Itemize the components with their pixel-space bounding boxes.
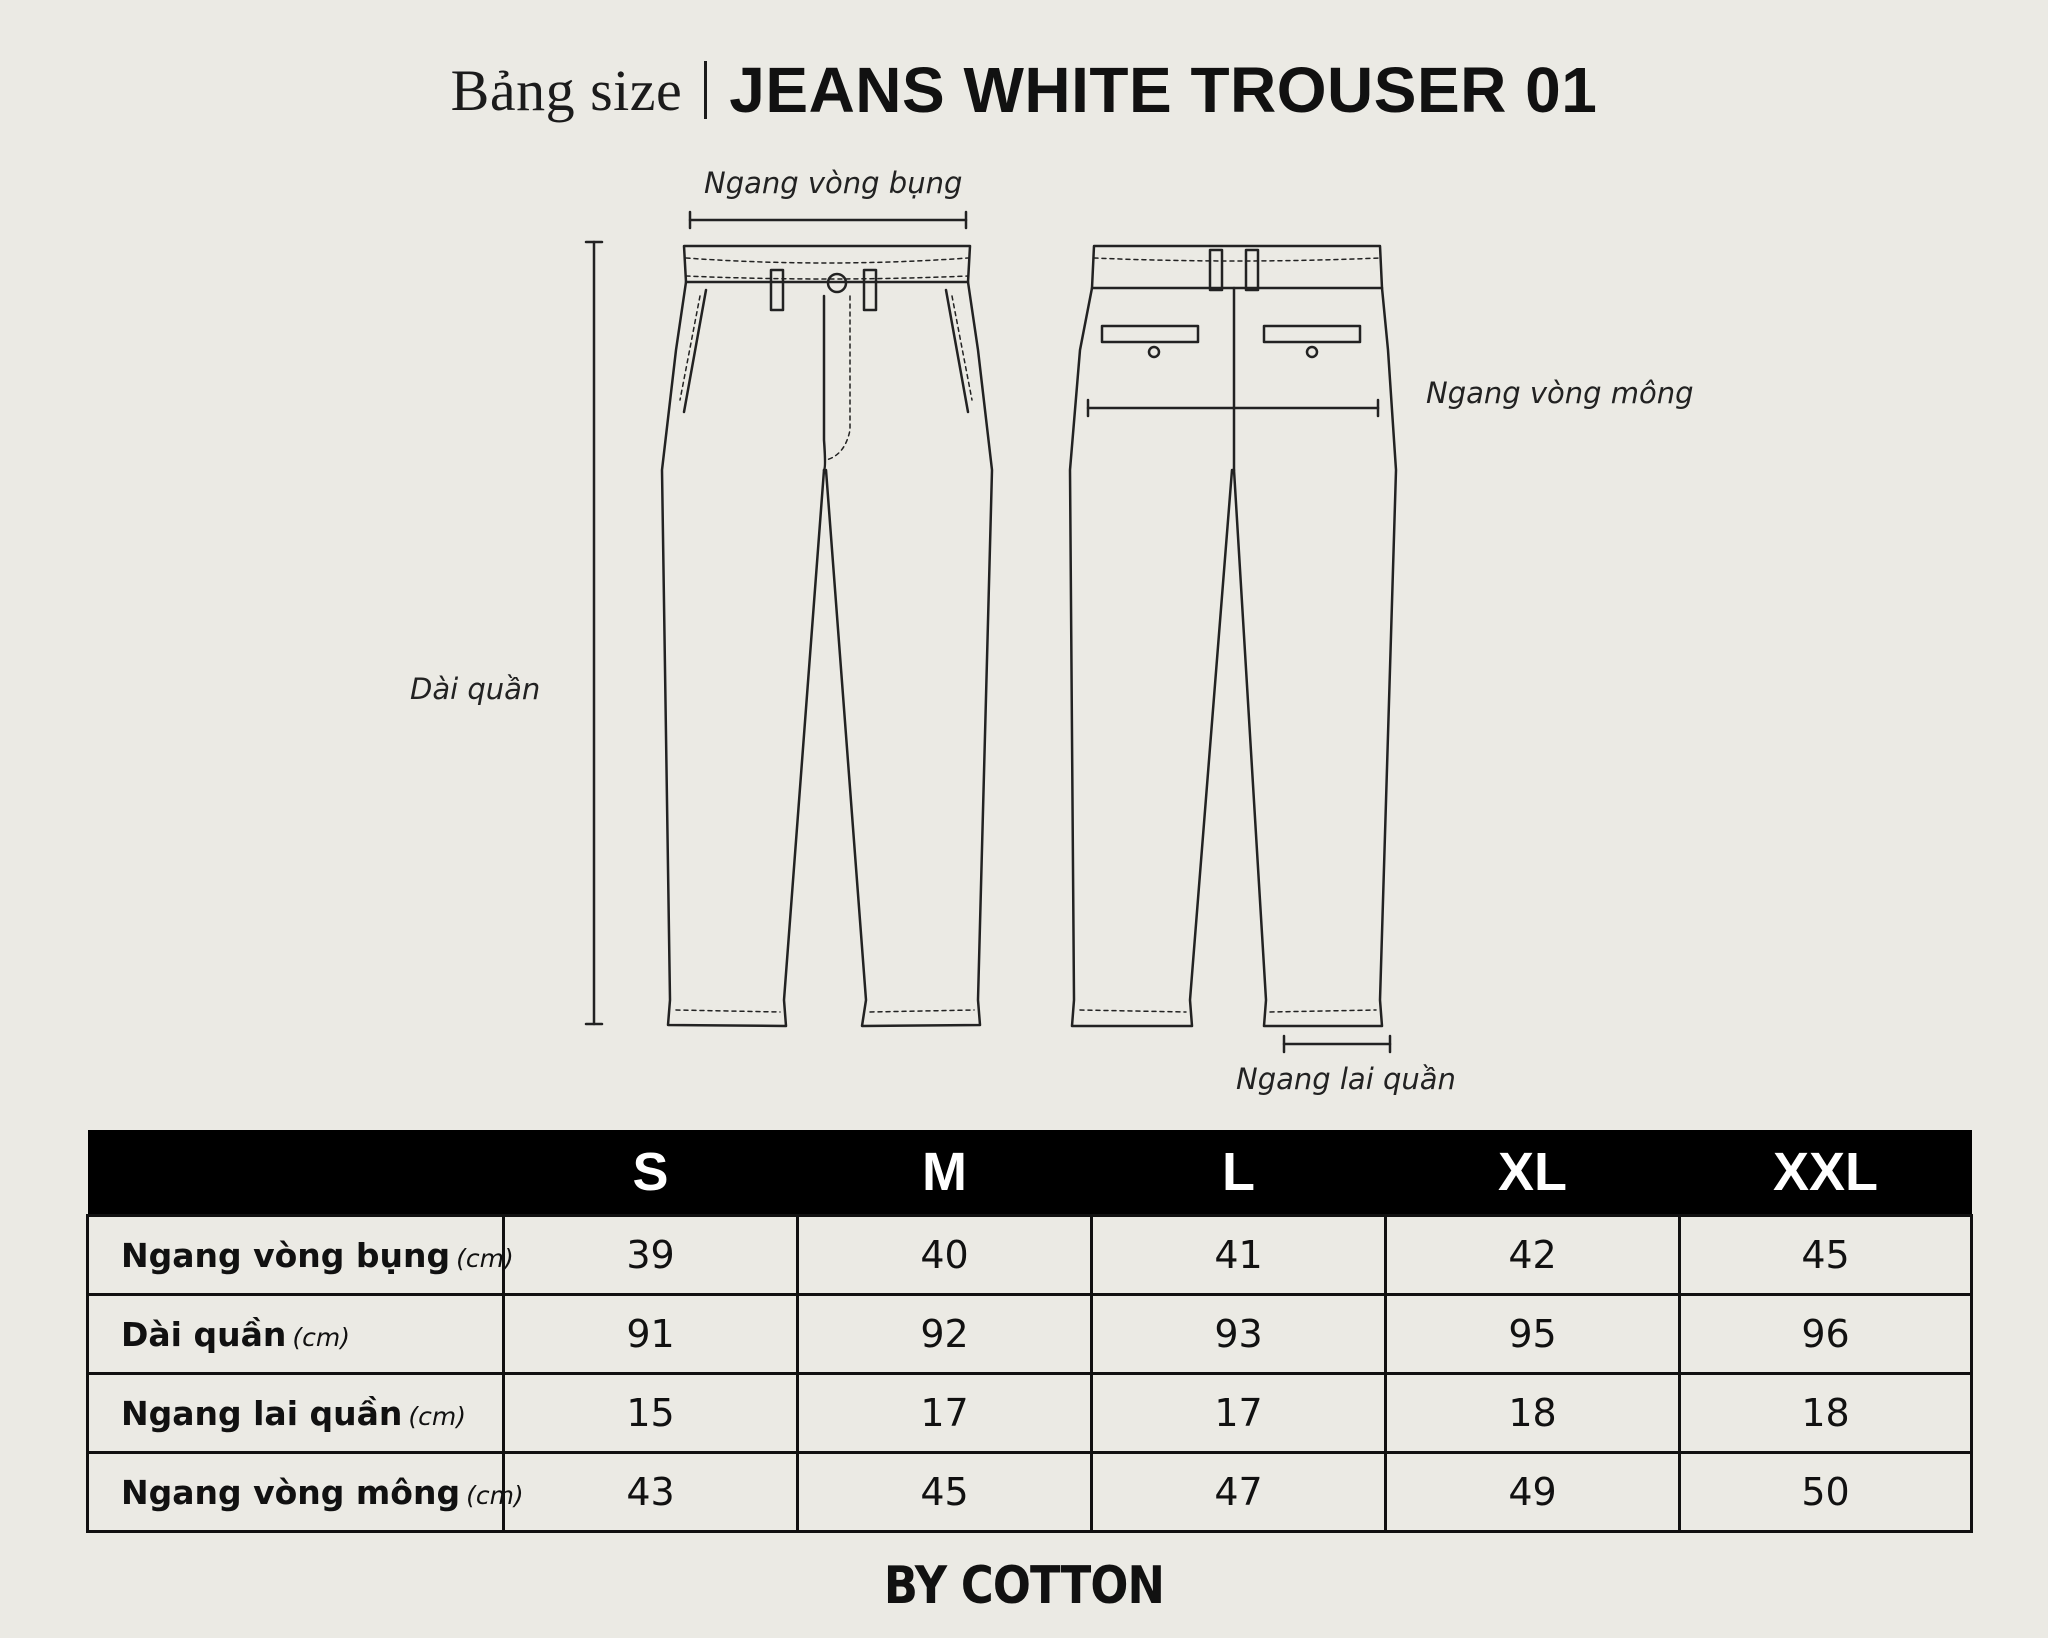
length-label: Dài quần (410, 672, 541, 706)
row-unit: (cm) (456, 1243, 514, 1273)
table-cell: 43 (504, 1453, 798, 1532)
table-row (88, 1453, 1972, 1532)
row-label-text: Ngang vòng mông (121, 1472, 461, 1512)
table-cell: 42 (1386, 1216, 1680, 1295)
table-cell: 49 (1386, 1453, 1680, 1532)
back-trouser-icon (1070, 246, 1396, 1026)
row-label (88, 1453, 524, 1532)
row-unit: (cm) (466, 1480, 524, 1510)
table-cell: 40 (798, 1216, 1092, 1295)
size-header: M (798, 1130, 1092, 1216)
table-cell: 17 (798, 1374, 1092, 1453)
row-unit: (cm) (292, 1322, 350, 1352)
size-header-row (88, 1130, 1972, 1216)
header-empty (88, 1130, 504, 1216)
row-label (88, 1374, 504, 1453)
table-cell: 15 (504, 1374, 798, 1453)
table-cell: 93 (1092, 1295, 1386, 1374)
row-unit: (cm) (408, 1401, 466, 1431)
table-cell: 96 (1680, 1295, 1972, 1374)
hip-label: Ngang vòng mông (1426, 376, 1694, 410)
size-table (86, 1130, 1973, 1533)
hem-label: Ngang lai quần (1236, 1062, 1456, 1096)
front-trouser-icon (662, 246, 992, 1026)
row-label-text: Dài quần (121, 1314, 287, 1354)
table-cell: 45 (798, 1453, 1092, 1532)
table-row (88, 1374, 1972, 1453)
title-prefix: Bảng size (450, 57, 683, 123)
table-cell: 41 (1092, 1216, 1386, 1295)
table-row (88, 1216, 1972, 1295)
row-label (88, 1295, 504, 1374)
waist-label: Ngang vòng bụng (704, 166, 963, 200)
size-header: L (1092, 1130, 1386, 1216)
table-row (88, 1295, 1972, 1374)
table-cell: 18 (1386, 1374, 1680, 1453)
size-header: XXL (1680, 1130, 1972, 1216)
table-cell: 95 (1386, 1295, 1680, 1374)
product-name: JEANS WHITE TROUSER 01 (729, 54, 1598, 126)
table-cell: 17 (1092, 1374, 1386, 1453)
table-cell: 91 (504, 1295, 798, 1374)
brand-logo: BY COTTON (883, 1556, 1165, 1616)
row-label-text: Ngang lai quần (121, 1393, 403, 1433)
size-header: XL (1386, 1130, 1680, 1216)
row-label (88, 1216, 514, 1295)
row-label-text: Ngang vòng bụng (121, 1235, 451, 1275)
table-cell: 50 (1680, 1453, 1972, 1532)
size-header: S (504, 1130, 798, 1216)
table-cell: 18 (1680, 1374, 1972, 1453)
table-cell: 45 (1680, 1216, 1972, 1295)
table-cell: 39 (504, 1216, 798, 1295)
table-cell: 47 (1092, 1453, 1386, 1532)
table-cell: 92 (798, 1295, 1092, 1374)
